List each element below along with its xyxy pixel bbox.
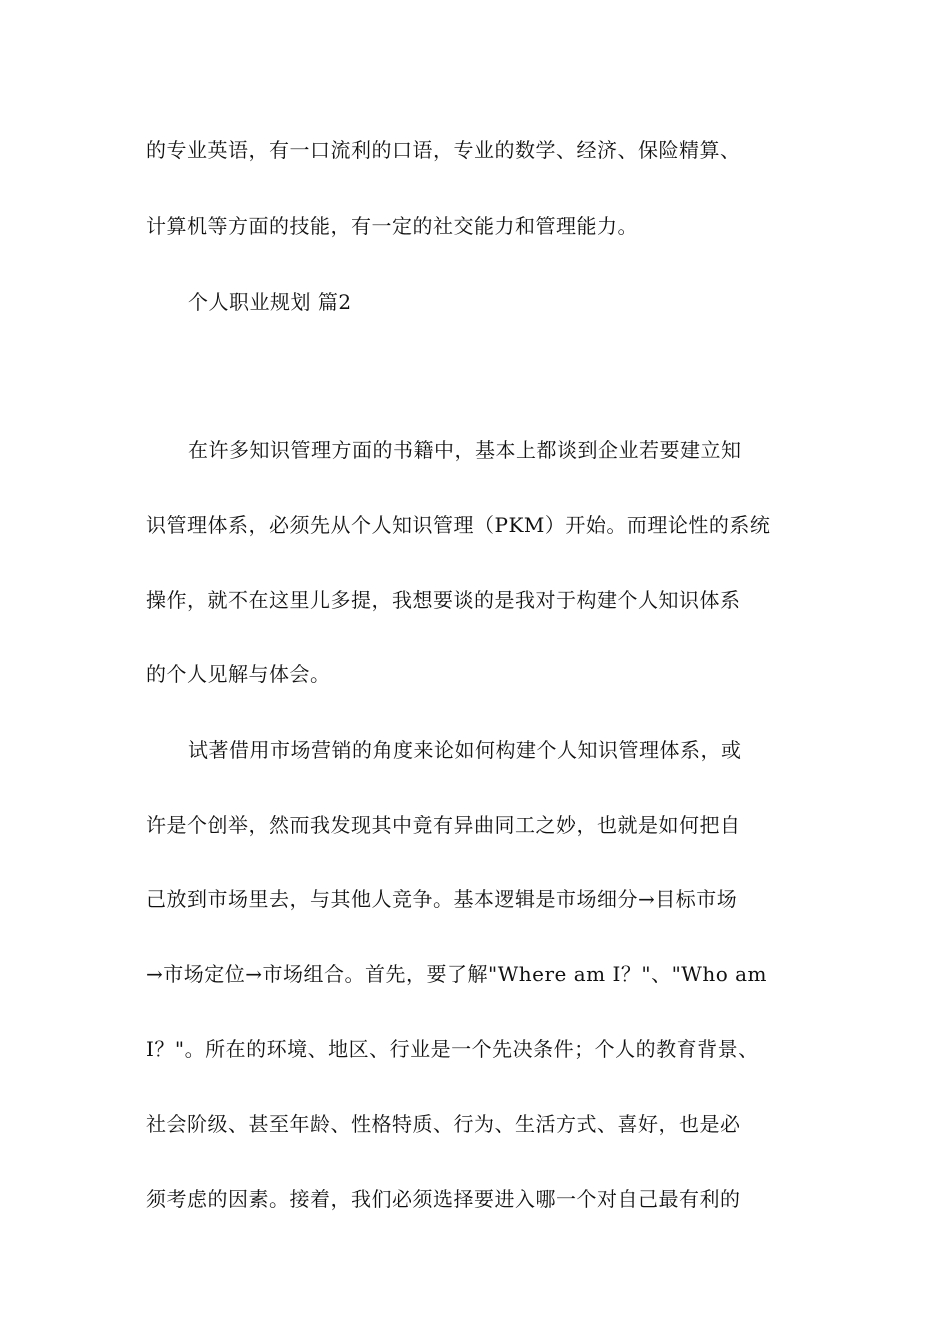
- paragraph-line: 识管理体系，必须先从个人知识管理（PKM）开始。而理论性的系统: [146, 513, 771, 537]
- paragraph-line: 己放到市场里去，与其他人竞争。基本逻辑是市场细分→目标市场: [146, 887, 738, 911]
- section-heading: 个人职业规划 篇2: [188, 290, 352, 314]
- paragraph-line: 在许多知识管理方面的书籍中，基本上都谈到企业若要建立知: [188, 438, 742, 462]
- paragraph-line: 计算机等方面的技能，有一定的社交能力和管理能力。: [146, 214, 638, 238]
- paragraph-line: 操作，就不在这里儿多提，我想要谈的是我对于构建个人知识体系: [146, 588, 741, 612]
- paragraph-line: 的个人见解与体会。: [146, 662, 331, 686]
- paragraph-line: 的专业英语，有一口流利的口语，专业的数学、经济、保险精算、: [146, 138, 741, 162]
- paragraph-line: I？"。所在的环境、地区、行业是一个先决条件；个人的教育背景、: [146, 1037, 759, 1061]
- paragraph-line: 许是个创举，然而我发现其中竟有异曲同工之妙，也就是如何把自: [146, 813, 741, 837]
- paragraph-line: →市场定位→市场组合。首先，要了解"Where am I？"、"Who am: [146, 962, 768, 986]
- paragraph-line: 须考虑的因素。接着，我们必须选择要进入哪一个对自己最有利的: [146, 1187, 741, 1211]
- paragraph-line: 社会阶级、甚至年龄、性格特质、行为、生活方式、喜好，也是必: [146, 1112, 741, 1136]
- paragraph-line: 试著借用市场营销的角度来论如何构建个人知识管理体系，或: [188, 738, 742, 762]
